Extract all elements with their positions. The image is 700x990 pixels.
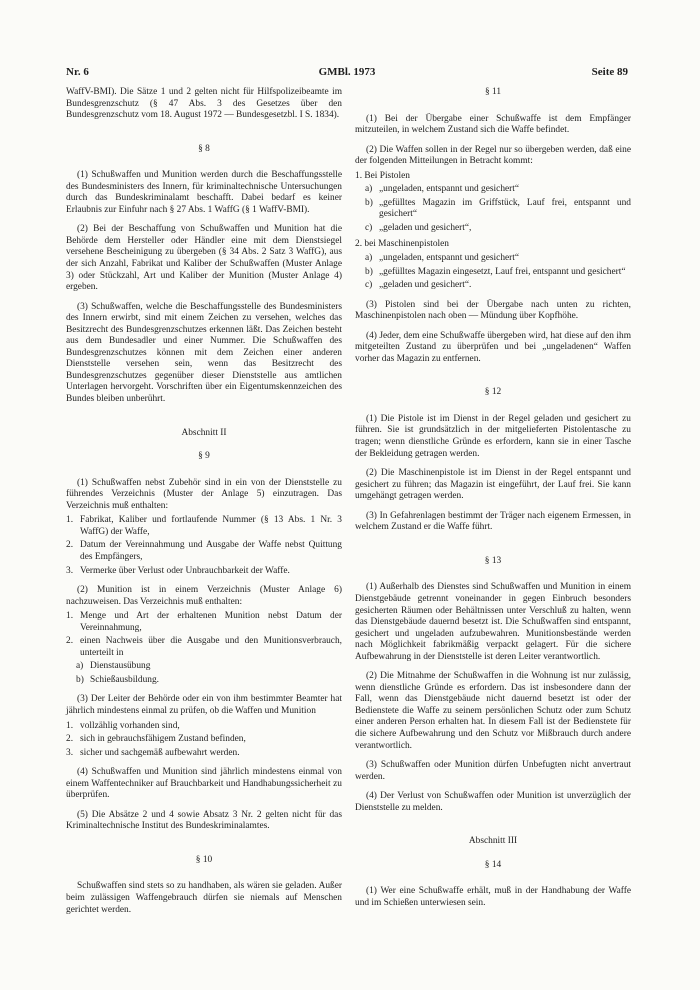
s9-paragraph-2: (2) Munition ist in einem Verzeichnis (Muster Anlage 6) nachzuweisen. Das Verzeichnis muß enthalten: (66, 585, 342, 607)
s8-paragraph-2: (2) Bei der Beschaffung von Schußwaffen und Munition hat die Behörde dem Hersteller oder Händler eine mit dem Dienstsiegel versehene Bescheinigung zu übergeben (§ 34 Abs. 2 Satz 3 WaffG), aus der sich Anzahl, Fabrikat und Kaliber der Schußwaffen (Muster Anlage 3) oder Stückzahl, Art und Kaliber der Munition (Muster Anlage 4) ergeben. (66, 224, 342, 293)
s10-paragraph-1: Schußwaffen sind stets so zu handhaben, als wären sie geladen. Außer beim zulässigen Waffengebrauch dürfen sie niemals auf Menschen gerichtet werden. (66, 881, 342, 915)
s9-list-3 (66, 721, 342, 760)
sub-list-item: b) „gefülltes Magazin eingesetzt, Lauf frei, entspannt und gesichert“ (365, 266, 626, 277)
issue-number: Nr. 6 (66, 66, 89, 78)
s11-paragraph-4: (4) Jeder, dem eine Schußwaffe übergeben wird, hat diese auf den ihm mitgeteilten Zustand zu überprüfen und bei „ungeladenen“ Waffen vorher das Magazin zu entfernen. (355, 330, 631, 364)
s9-list-2 (66, 611, 342, 686)
section-heading-9: § 9 (198, 451, 210, 462)
s8-paragraph-3: (3) Schußwaffen, welche die Beschaffungsstelle des Bundesministers des Innern erwirbt, sind mit einem Zeichen zu versehen, welches das Besitzrecht des Bundesgrenzschutzes erkennen läßt. Das Zeichen besteht aus dem Bundesadler und einer Nummer. Die Schußwaffen des Bundesgrenzschutzes können mit dem Zeichen einer anderen Dienststelle versehen sein, wenn das Besitzrecht des Bundesgrenzschutzes gegenüber dieser Dienststelle aus amtlichen Unterlagen hervorgeht. Vorschriften über ein Eigentumskennzeichen des Bundes bleiben unberührt. (66, 301, 342, 405)
s11-paragraph-3: (3) Pistolen sind bei der Übergabe nach unten zu richten, Maschinenpistolen nach oben — Mündung über Kopfhöhe. (355, 299, 631, 322)
s11-paragraph-2: (2) Die Waffen sollen in der Regel nur so übergeben werden, daß eine der folgenden Mitteilungen in Betracht kommt: (355, 144, 631, 167)
s13-paragraph-2: (2) Die Mitnahme der Schußwaffen in die Wohnung ist nur zulässig, wenn dienstliche Gründe es erfordern. Das ist insbesondere dann der Fall, wenn das Dienstgebäude nicht dauernd besetzt ist oder der Bedienstete die Waffe zu seinem persönlichen Schutz oder zum Schutz einer anderen Person erhalten hat. In diesem Fall ist der Bedienstete für die sichere Aufbewahrung und den Schutz vor Mißbrauch durch andere verantwortlich. (355, 671, 631, 751)
s9-paragraph-1: (1) Schußwaffen nebst Zubehör sind in ein von der Dienststelle zu führendes Verzeichnis (Muster der Anlage 5) einzutragen. Das Verzeichnis muß enthalten: (66, 477, 342, 511)
gazette-title: GMBl. 1973 (318, 66, 376, 78)
s13-paragraph-3: (3) Schußwaffen oder Munition dürfen Unbefugten nicht anvertraut werden. (355, 760, 631, 782)
section-heading-12: § 12 (484, 387, 502, 398)
list-item: 2. einen Nachweis über die Ausgabe und den Munitionsverbrauch, unterteilt in (66, 636, 342, 658)
s9-list-1 (66, 515, 342, 577)
section-heading-10: § 10 (195, 854, 213, 865)
s12-paragraph-1: (1) Die Pistole ist im Dienst in der Regel geladen und gesichert zu führen. Sie ist grundsätzlich in der mitgelieferten Pistolentasche zu tragen; wenn dienstliche Gründe es erfordern, kann sie in einer Tasche der Bekleidung getragen werden. (355, 413, 631, 459)
part-heading-2: Abschnitt II (181, 427, 227, 438)
sub-list-item: b) Schießausbildung. (76, 674, 160, 685)
list-item: 3. Vermerke über Verlust oder Unbrauchbarkeit der Waffe. (66, 565, 290, 576)
list-heading-pistols: 1. Bei Pistolen (355, 170, 410, 181)
section-heading-13: § 13 (484, 555, 502, 566)
list-item: 1. Menge und Art der erhaltenen Munition nebst Datum der Vereinnahmung, (66, 611, 342, 633)
sub-list-item: a) Dienstausübung (76, 661, 151, 672)
left-column (66, 87, 342, 924)
sub-list-item: a) „ungeladen, entspannt und gesichert“ (365, 184, 520, 195)
s14-paragraph-1: (1) Wer eine Schußwaffe erhält, muß in der Handhabung der Waffe und im Schießen unterwiesen sein. (355, 886, 631, 908)
s9-paragraph-3: (3) Der Leiter der Behörde oder ein von ihm bestimmter Beamter hat jährlich mindestens einmal zu prüfen, ob die Waffen und Munition (66, 694, 342, 716)
page-header (66, 66, 628, 80)
list-item: 3. sicher und sachgemäß aufbewahrt werden. (66, 747, 240, 758)
section-heading-8: § 8 (198, 143, 210, 154)
s12-paragraph-2: (2) Die Maschinenpistole ist im Dienst in der Regel entspannt und gesichert zu führen; das Magazin ist eingeführt, der Lauf frei. Sie kann umgehängt getragen werden. (355, 468, 631, 502)
s11-paragraph-1: (1) Bei der Übergabe einer Schußwaffe ist dem Empfänger mitzuteilen, in welchem Zustand sich die Waffe befindet. (355, 113, 631, 136)
right-column (355, 87, 631, 917)
intro-paragraph: WaffV-BMI). Die Sätze 1 und 2 gelten nicht für Hilfspolizeibeamte im Bundesgrenzschutz (§ 47 Abs. 3 des Gesetzes über den Bundesgrenzschutz vom 18. August 1972 — Bundesgesetzbl. I S. 1834). (66, 87, 342, 121)
s8-paragraph-1: (1) Schußwaffen und Munition werden durch die Beschaffungsstelle des Bundesministers des Innern, für kriminaltechnische Untersuchungen durch das Bundeskriminalamt beschafft. Dabei bedarf es keiner Erlaubnis zur Einfuhr nach § 27 Abs. 1 WaffG (§ 1 WaffV-BMI). (66, 170, 342, 215)
page-number: Seite 89 (591, 66, 628, 78)
sub-list-item: b) „gefülltes Magazin im Griffstück, Lauf frei, entspannt und gesichert“ (365, 197, 631, 220)
list-heading-submachine-guns: 2. bei Maschinenpistolen (355, 239, 449, 250)
part-heading-3: Abschnitt III (468, 836, 518, 847)
section-heading-14: § 14 (484, 859, 502, 870)
list-item: 2. Datum der Vereinnahmung und Ausgabe der Waffe nebst Quittung des Empfängers, (66, 540, 342, 562)
list-item: 2. sich in gebrauchsfähigem Zustand befinden, (66, 734, 246, 745)
sub-list-item: a) „ungeladen, entspannt und gesichert“ (365, 253, 520, 264)
list-item: 1. Fabrikat, Kaliber und fortlaufende Nummer (§ 13 Abs. 1 Nr. 3 WaffG) der Waffe, (66, 515, 342, 537)
section-heading-11: § 11 (484, 87, 502, 97)
s9-paragraph-4: (4) Schußwaffen und Munition sind jährlich mindestens einmal von einem Waffentechniker auf Brauchbarkeit und Handhabungssicherheit zu überprüfen. (66, 767, 342, 801)
s13-paragraph-4: (4) Der Verlust von Schußwaffen oder Munition ist unverzüglich der Dienststelle zu melden. (355, 791, 631, 813)
s13-paragraph-1: (1) Außerhalb des Dienstes sind Schußwaffen und Munition in einem Dienstgebäude getrennt voneinander in gegen Einbruch besonders gesicherten Räumen oder Behältnissen unter Verschluß zu halten, wenn das Dienstgebäude dauernd besetzt ist. Die Schußwaffen sind entspannt, gesichert und ungeladen aufzubewahren. Munitionsbestände werden nach Möglichkeit fabrikmäßig verpackt gelagert. Für die sichere Aufbewahrung in der Dienststelle ist deren Leiter verantwortlich. (355, 582, 631, 662)
s9-paragraph-5: (5) Die Absätze 2 und 4 sowie Absatz 3 Nr. 2 gelten nicht für das Kriminaltechnische Institut des Bundeskriminalamtes. (66, 809, 342, 832)
s11-list (355, 171, 631, 292)
sub-list-item: c) „geladen und gesichert“. (365, 280, 472, 291)
list-item: 1. vollzählig vorhanden sind, (66, 720, 180, 731)
sub-list-item: c) „geladen und gesichert“, (365, 222, 472, 233)
s12-paragraph-3: (3) In Gefahrenlagen bestimmt der Träger nach eigenem Ermessen, in welchem Zustand er die Waffe führt. (355, 510, 631, 533)
